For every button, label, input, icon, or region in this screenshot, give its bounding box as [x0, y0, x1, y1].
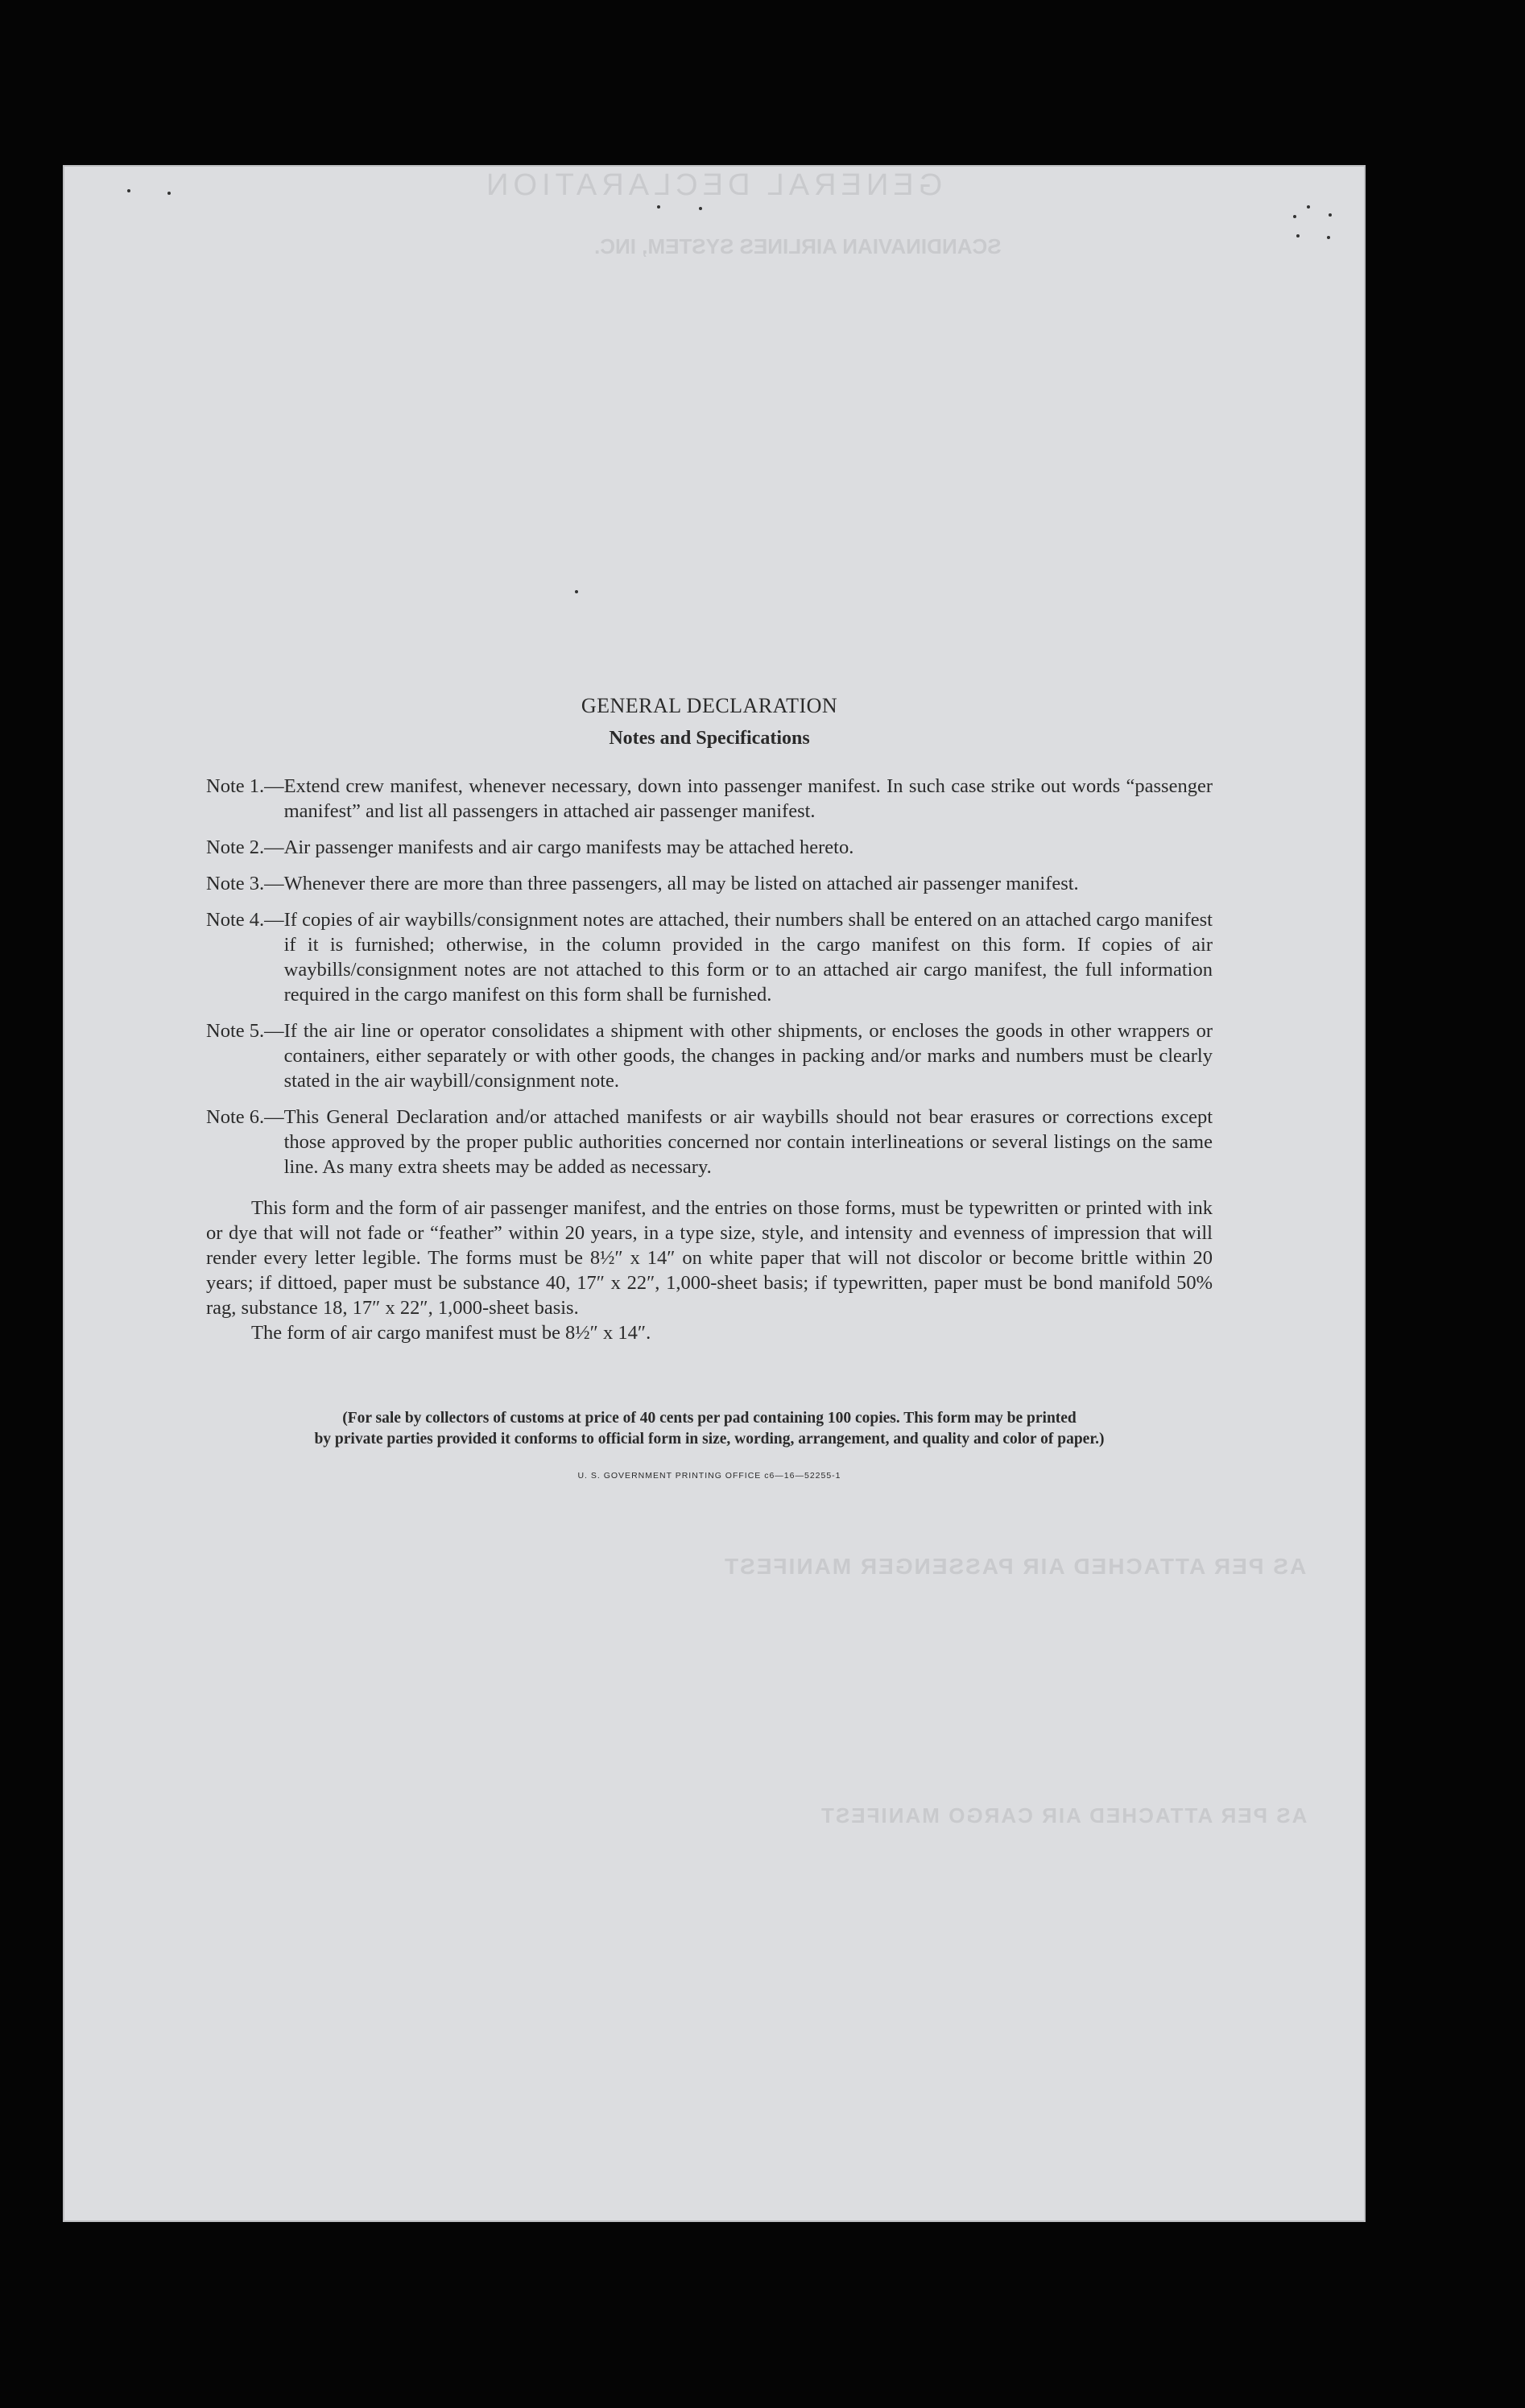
speck: [1293, 215, 1296, 218]
speck: [657, 205, 660, 209]
form-requirements-paragraph: This form and the form of air passenger manifest, and the entries on those forms, must be typewritten or printed with ink or dye that will not fade or “feather” within 20 years, in a type size, style, and intensity and evenness of impression that will render every letter legible. The forms must be 8½″ x 14″ on white paper that will not discolor or become brittle within 20 years; if dittoed, paper must be substance 40, 17″ x 22″, 1,000-sheet basis; if typewritten, paper must be bond manifold 50% rag, substance 18, 17″ x 22″, 1,000-sheet basis.: [206, 1197, 1213, 1319]
bleed-through-header: GENERAL DECLARATION: [481, 168, 943, 202]
page-subtitle: Notes and Specifications: [609, 728, 810, 749]
note-text: This General Declaration and/or attached manifests or air waybills should not bear erasures or corrections except those approved by the proper public authorities concerned nor contain interlineations or several listings on the same line. As many extra sheets may be added as necessary.: [283, 1106, 1213, 1178]
speck: [1329, 213, 1332, 217]
note-4: [206, 907, 1213, 1007]
note-label: Note 6.—: [206, 1106, 284, 1128]
cargo-manifest-size-paragraph: The form of air cargo manifest must be 8½″ x 14″.: [251, 1322, 651, 1344]
sale-notice-line-2: by private parties provided it conforms to official form in size, wording, arrangement, and quality and color of paper.): [314, 1431, 1105, 1448]
sale-notice-line-1: (For sale by collectors of customs at price of 40 cents per pad containing 100 copies. This form may be printed: [342, 1410, 1077, 1427]
page-title: GENERAL DECLARATION: [581, 694, 838, 717]
note-text: Air passenger manifests and air cargo manifests may be attached hereto.: [283, 836, 854, 858]
note-6: [206, 1105, 1213, 1179]
note-5: [206, 1018, 1213, 1093]
speck: [699, 207, 702, 210]
note-2: [206, 835, 1213, 860]
note-1: [206, 774, 1213, 824]
note-text: If copies of air waybills/consignment notes are attached, their numbers shall be entered on an attached cargo manifest if it is furnished; otherwise, in the column provided in the cargo manifest on this form. If copies of air waybills/consignment notes are not attached to this form or to an attached air cargo manifest, the full information required in the cargo manifest on this form shall be furnished.: [283, 909, 1213, 1006]
speck: [575, 590, 578, 593]
speck: [1327, 236, 1330, 239]
speck: [167, 192, 171, 195]
bleed-through-airline: SCANDINAVIAN AIRLINES SYSTEM, INC.: [594, 234, 1002, 258]
note-label: Note 5.—: [206, 1020, 284, 1042]
note-label: Note 2.—: [206, 836, 284, 858]
speck: [1296, 234, 1300, 237]
note-3: [206, 871, 1213, 896]
note-text: Whenever there are more than three passengers, all may be listed on attached air passenger manifest.: [283, 873, 1079, 894]
speck: [127, 189, 130, 192]
bleed-through-stamp-cargo: AS PER ATTACHED AIR CARGO MANIFEST: [820, 1803, 1308, 1828]
note-text: If the air line or operator consolidates a shipment with other shipments, or encloses the goods in other wrappers or containers, either separately or with other goods, the changes in packing and/or marks and numbers must be clearly stated in the air waybill/consignment note.: [283, 1020, 1213, 1092]
printing-office-imprint: U. S. GOVERNMENT PRINTING OFFICE c6—16—52255-1: [577, 1471, 841, 1481]
speck: [1307, 205, 1310, 209]
note-text: Extend crew manifest, whenever necessary, down into passenger manifest. In such case strike out words “passenger manifest” and list all passengers in attached air passenger manifest.: [283, 775, 1213, 822]
sale-notice: [206, 1408, 1213, 1450]
note-label: Note 4.—: [206, 909, 284, 931]
note-label: Note 3.—: [206, 873, 284, 894]
note-label: Note 1.—: [206, 775, 284, 797]
notes-and-specifications: [206, 694, 1213, 1481]
bleed-through-stamp-passenger: AS PER ATTACHED AIR PASSENGER MANIFEST: [723, 1554, 1307, 1579]
